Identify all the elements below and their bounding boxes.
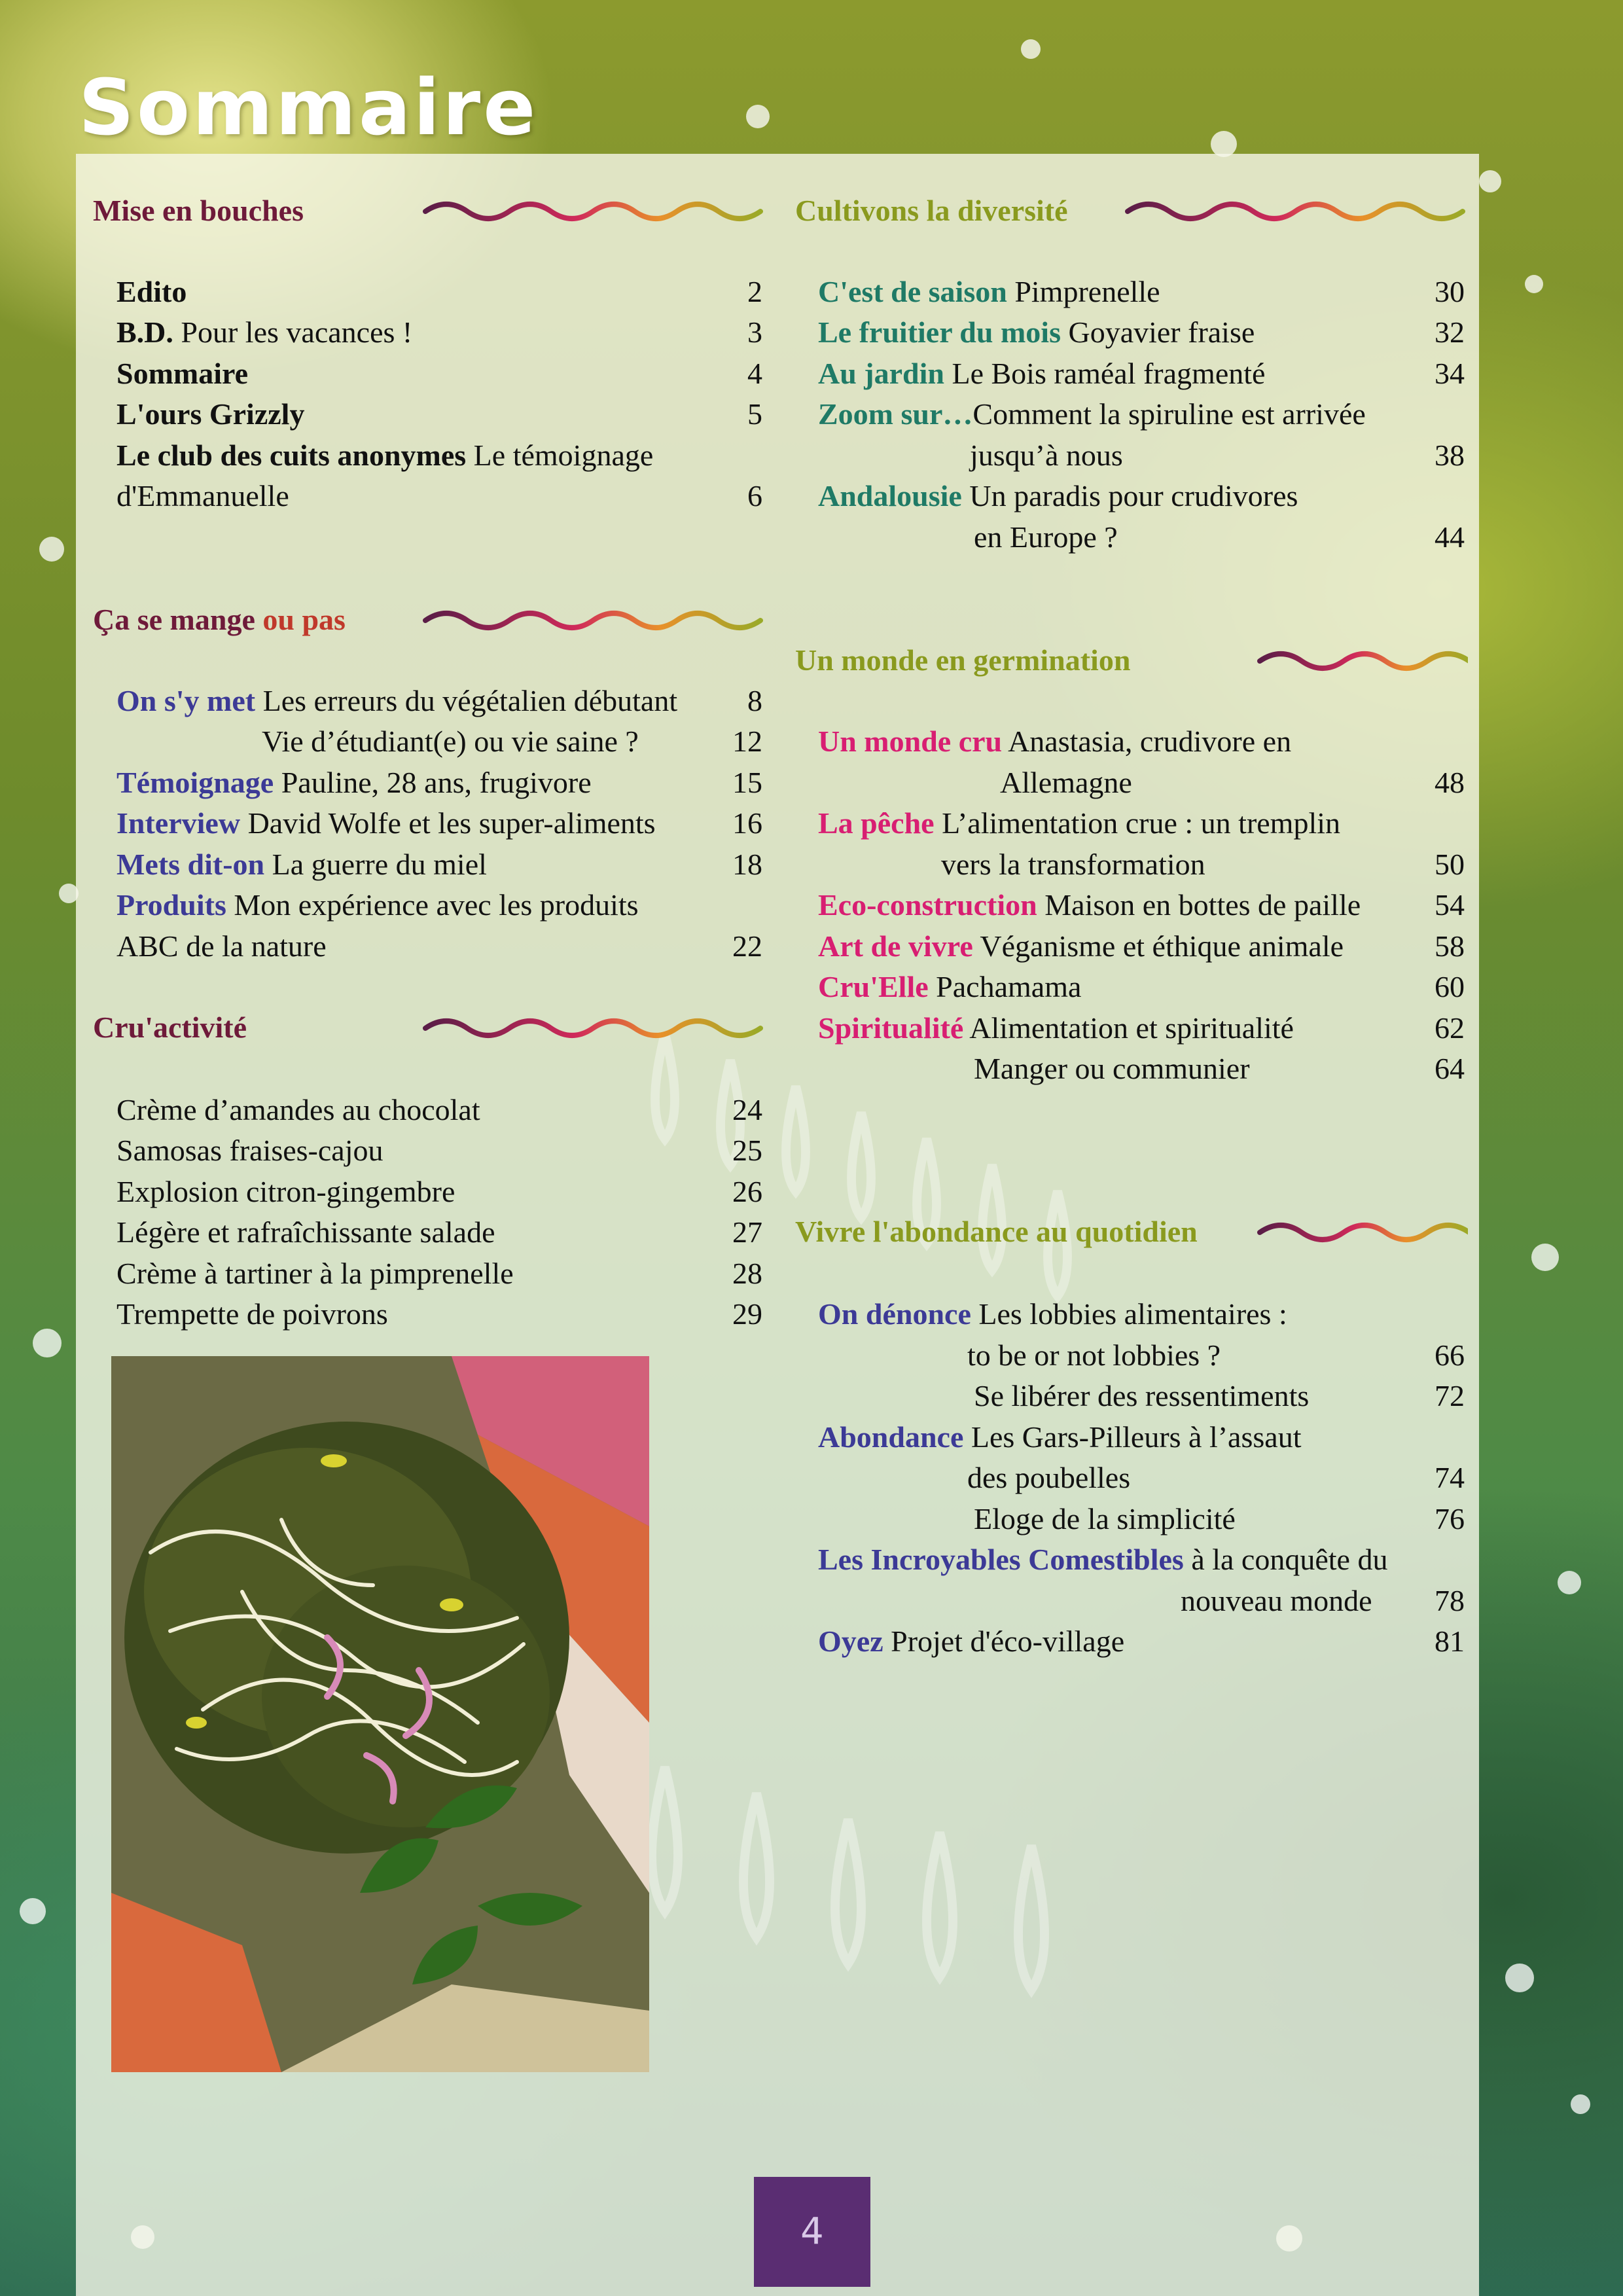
list-item[interactable]: Manger ou communier (974, 1052, 1250, 1085)
list-item[interactable]: des poubelles (967, 1461, 1131, 1494)
list-item[interactable]: Oyez Projet d'éco-village (818, 1624, 1125, 1658)
page-ref: 54 (1435, 888, 1465, 922)
page-ref: 60 (1435, 970, 1465, 1003)
list-item[interactable]: Crème à tartiner à la pimprenelle (116, 1257, 514, 1290)
page-ref: 64 (1435, 1052, 1465, 1085)
list-item[interactable]: Produits Mon expérience avec les produits (116, 888, 639, 922)
list-item[interactable]: Interview David Wolfe et les super-aliments (116, 806, 656, 840)
list-item[interactable]: Andalousie Un paradis pour crudivores (818, 479, 1298, 512)
list-item[interactable]: C'est de saison Pimprenelle (818, 275, 1160, 308)
list-item[interactable]: Spiritualité Alimentation et spiritualité (818, 1011, 1294, 1045)
list-item[interactable]: Art de vivre Véganisme et éthique animale (818, 929, 1344, 963)
list-item[interactable]: Légère et rafraîchissante salade (116, 1215, 495, 1249)
page-ref: 22 (732, 929, 762, 963)
list-item[interactable]: Crème d’amandes au chocolat (116, 1093, 480, 1126)
page-ref: 29 (732, 1297, 762, 1331)
list-item[interactable]: d'Emmanuelle (116, 479, 289, 512)
page-ref: 81 (1435, 1624, 1465, 1658)
section-heading-cruactivite: Cru'activité (93, 1011, 247, 1044)
page-ref: 32 (1435, 315, 1465, 349)
page-ref: 50 (1435, 848, 1465, 881)
page-ref: 78 (1435, 1584, 1465, 1617)
page-ref: 28 (732, 1257, 762, 1290)
page-ref: 30 (1435, 275, 1465, 308)
list-item[interactable]: Vie d’étudiant(e) ou vie saine ? (262, 725, 639, 758)
list-item[interactable]: Sommaire (116, 357, 249, 390)
list-item[interactable]: Témoignage Pauline, 28 ans, frugivore (116, 766, 592, 799)
list-item[interactable]: On dénonce Les lobbies alimentaires : (818, 1297, 1287, 1331)
list-item[interactable]: Zoom sur…Comment la spiruline est arrivée (818, 397, 1366, 431)
page-ref: 27 (732, 1215, 762, 1249)
list-item[interactable]: La pêche L’alimentation crue : un tremplin (818, 806, 1341, 840)
list-item[interactable]: Eco-construction Maison en bottes de paille (818, 888, 1361, 922)
list-item[interactable]: Un monde cru Anastasia, crudivore en (818, 725, 1292, 758)
list-item[interactable]: L'ours Grizzly (116, 397, 305, 431)
page-number: 4 (754, 2177, 870, 2287)
list-item[interactable]: nouveau monde (1181, 1584, 1372, 1617)
section-heading-mise: Mise en bouches (93, 194, 304, 227)
list-item[interactable]: Au jardin Le Bois raméal fragmenté (818, 357, 1266, 390)
section-heading-germination: Un monde en germination (795, 643, 1131, 677)
section-wave-cultivons (1124, 198, 1468, 224)
list-item[interactable]: Mets dit-on La guerre du miel (116, 848, 487, 881)
page-ref: 26 (732, 1175, 762, 1208)
page-ref: 48 (1435, 766, 1465, 799)
page-ref: 24 (732, 1093, 762, 1126)
list-item[interactable]: Abondance Les Gars-Pilleurs à l’assaut (818, 1420, 1302, 1454)
page-ref: 72 (1435, 1379, 1465, 1412)
page-ref: 58 (1435, 929, 1465, 963)
page-ref: 2 (747, 275, 762, 308)
page-ref: 74 (1435, 1461, 1465, 1494)
page-ref: 25 (732, 1134, 762, 1167)
list-item[interactable]: Explosion citron-gingembre (116, 1175, 455, 1208)
page-ref: 62 (1435, 1011, 1465, 1045)
page-ref: 4 (747, 357, 762, 390)
dish-photo (111, 1356, 649, 2072)
page-ref: 5 (747, 397, 762, 431)
list-item[interactable]: Samosas fraises-cajou (116, 1134, 383, 1167)
list-item[interactable]: Le fruitier du mois Goyavier fraise (818, 315, 1255, 349)
list-item[interactable]: Se libérer des ressentiments (974, 1379, 1310, 1412)
page-ref: 76 (1435, 1502, 1465, 1535)
list-item[interactable]: vers la transformation (941, 848, 1205, 881)
page-ref: 12 (732, 725, 762, 758)
page-ref: 3 (747, 315, 762, 349)
list-item[interactable]: to be or not lobbies ? (967, 1338, 1221, 1372)
section-heading-camange: Ça se mange ou pas (93, 603, 346, 636)
section-wave-camange (422, 607, 766, 634)
list-item[interactable]: Edito (116, 275, 187, 308)
page-title: Sommaire (79, 62, 539, 152)
list-item[interactable]: On s'y met Les erreurs du végétalien débutant (116, 684, 678, 717)
section-wave-abondance (1257, 1219, 1468, 1246)
list-item[interactable]: Allemagne (1000, 766, 1132, 799)
list-item[interactable]: jusqu’à nous (970, 439, 1123, 472)
page-ref: 66 (1435, 1338, 1465, 1372)
section-heading-cultivons: Cultivons la diversité (795, 194, 1068, 227)
list-item[interactable]: B.D. Pour les vacances ! (116, 315, 413, 349)
list-item[interactable]: Cru'Elle Pachamama (818, 970, 1082, 1003)
page-ref: 6 (747, 479, 762, 512)
section-heading-abondance: Vivre l'abondance au quotidien (795, 1215, 1198, 1248)
section-wave-cruactivite (422, 1015, 766, 1041)
list-item[interactable]: Eloge de la simplicité (974, 1502, 1236, 1535)
list-item[interactable]: ABC de la nature (116, 929, 327, 963)
section-wave-mise (422, 198, 766, 224)
page-ref: 16 (732, 806, 762, 840)
list-item[interactable]: Le club des cuits anonymes Le témoignage (116, 439, 654, 472)
section-wave-germination (1257, 648, 1468, 674)
page-ref: 18 (732, 848, 762, 881)
list-item[interactable]: Les Incroyables Comestibles à la conquête du (818, 1543, 1388, 1576)
page-ref: 15 (732, 766, 762, 799)
list-item[interactable]: Trempette de poivrons (116, 1297, 388, 1331)
page-ref: 38 (1435, 439, 1465, 472)
page-ref: 44 (1435, 520, 1465, 554)
page-ref: 8 (747, 684, 762, 717)
list-item[interactable]: en Europe ? (974, 520, 1118, 554)
page-ref: 34 (1435, 357, 1465, 390)
